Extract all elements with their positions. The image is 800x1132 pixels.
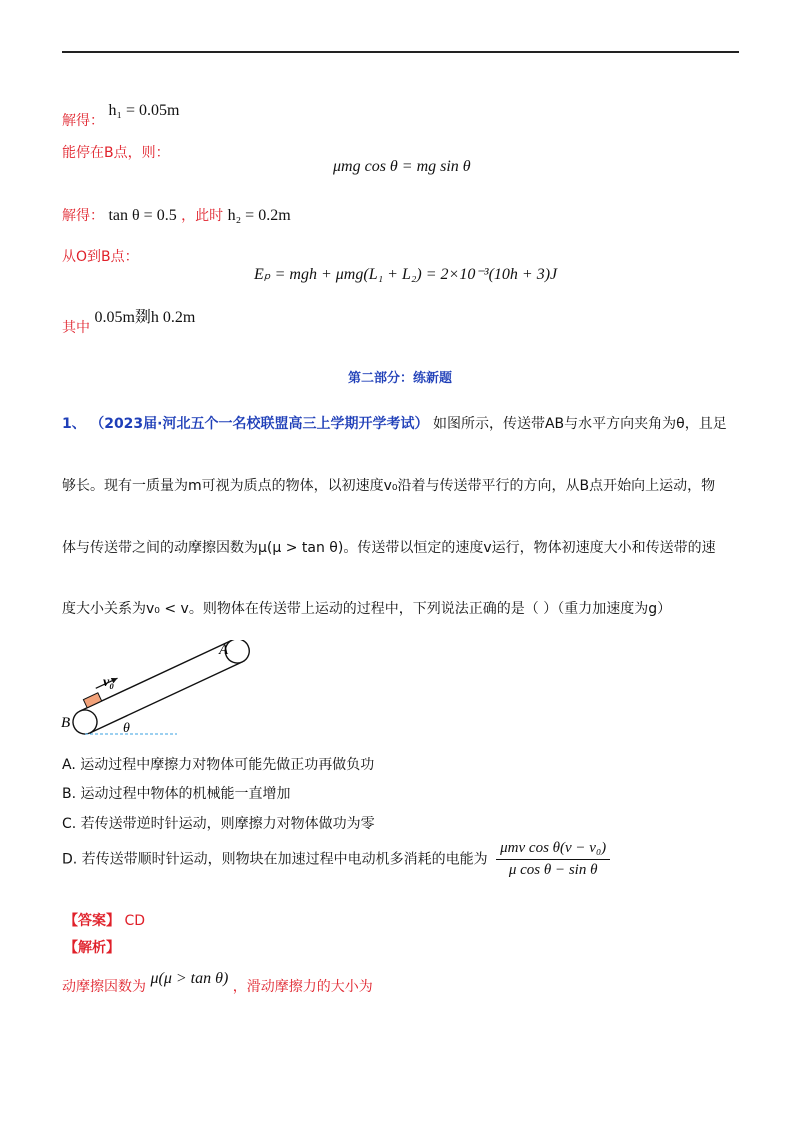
pulley-b (69, 706, 101, 738)
solution-label: 解得： (62, 113, 104, 129)
solution-label: 解得： (62, 208, 104, 224)
section-title: 第二部分：练新题 (347, 371, 452, 386)
formula-tan: tan θ = 0.5 (108, 207, 177, 224)
option-c[interactable]: C. 若传送带逆时针运动，则摩擦力对物体做功为零 (62, 816, 375, 832)
option-d[interactable]: D. 若传送带顺时针运动，则物块在加速过程中电动机多消耗的电能为 $\frac{\text{μmv cos θ(v − v₀)}}{\text{μ cos θ − sin θ}}$ (62, 840, 610, 879)
energy-fraction: $\frac{\text{μmv cos θ(v − v₀)}}{\text{μ cos θ − sin θ}}$ (496, 840, 610, 879)
solution-line-7 (62, 304, 196, 336)
formula-h1: h₁ = 0.05m (108, 102, 180, 119)
question-line-3: 体与传送带之间的动摩擦因数为μ(μ > tan θ)。传送带以恒定的速度v运行，物体初速度大小和传送带的速 (62, 540, 716, 556)
solution-line-1 (62, 100, 180, 129)
solution-line-5: 从O到B点： (62, 249, 139, 265)
answer-line (64, 910, 145, 930)
formula-h2: h₂ = 0.2m (227, 207, 291, 224)
label-b: B (61, 715, 71, 731)
block (83, 693, 101, 708)
formula-energy: Eₚ = mgh + μmg(L₁ + L₂) = 2×10⁻³(10h + 3)J (254, 266, 558, 283)
question-line-1 (62, 413, 727, 433)
answer-value: CD (124, 913, 146, 929)
header-rule (62, 51, 739, 53)
analysis-line: 动摩擦因数为 μ(μ > tan θ) ，滑动摩擦力的大小为 (62, 970, 373, 995)
label-v0: v₀ (103, 675, 115, 690)
formula-mu: μ(μ > tan θ) (150, 970, 229, 987)
solution-line-4 (62, 205, 291, 225)
formula-range: 0.05m剟h 0.2m (94, 309, 196, 326)
answer-label: 【答案】 (64, 913, 120, 929)
label-theta: θ (123, 721, 130, 736)
solution-text: ，此时 (181, 208, 224, 224)
question-line-2: 够长。现有一质量为m可视为质点的物体，以初速度v₀沿着与传送带平行的方向，从B点开始向上运动，物 (62, 478, 716, 494)
option-b[interactable]: B. 运动过程中物体的机械能一直增加 (62, 786, 291, 802)
question-line-4: 度大小关系为v₀ < v。则物体在传送带上运动的过程中，下列说法正确的是（ ）（重力加速度为g） (62, 601, 672, 617)
question-source: （2023届·河北五个一名校联盟高三上学期开学考试） (90, 416, 429, 432)
conveyor-belt-figure (55, 640, 255, 745)
option-a[interactable]: A. 运动过程中摩擦力对物体可能先做正功再做负功 (62, 757, 375, 773)
solution-line-2: 能停在B点，则： (62, 145, 170, 161)
solution-label: 其中 (62, 320, 90, 336)
formula-equilibrium: μmg cos θ = mg sin θ (333, 158, 471, 175)
question-number: 1、 (62, 416, 86, 432)
analysis-label: 【解析】 (64, 940, 120, 956)
question-text: 如图所示，传送带AB与水平方向夹角为θ，且足 (432, 416, 727, 432)
label-a: A (219, 642, 229, 658)
